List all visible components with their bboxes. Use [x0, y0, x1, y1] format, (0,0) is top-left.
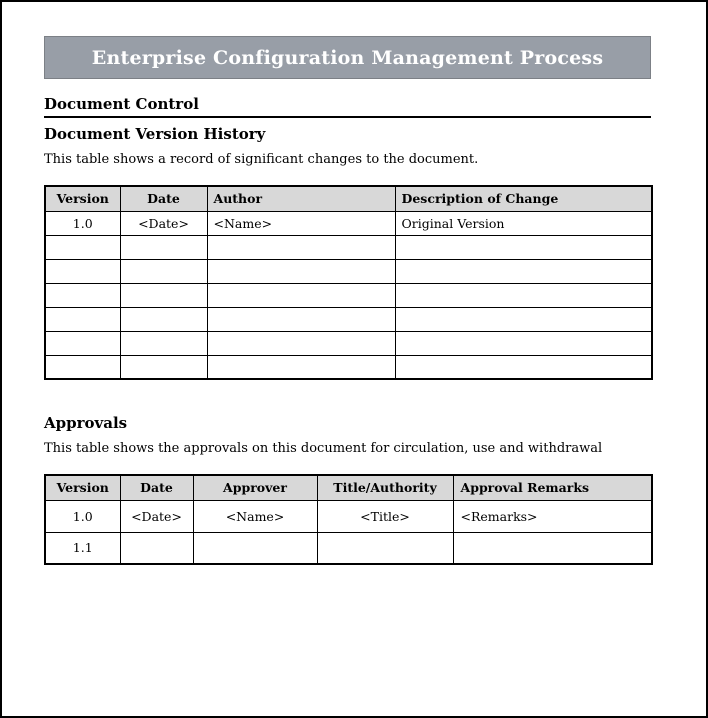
column-header: Approver: [193, 475, 317, 500]
table-cell: [395, 355, 652, 379]
table-cell: [120, 307, 207, 331]
document-content: [44, 36, 651, 565]
table-row: [45, 331, 652, 355]
column-header: Title/Authority: [317, 475, 453, 500]
table-header-row: [45, 186, 652, 211]
table-cell: 1.1: [45, 532, 120, 564]
version-history-table: [44, 185, 653, 380]
table-cell: Original Version: [395, 211, 652, 235]
column-header: Version: [45, 186, 120, 211]
table-row: [45, 355, 652, 379]
table-cell: [395, 307, 652, 331]
table-row: [45, 532, 652, 564]
table-cell: [120, 283, 207, 307]
table-cell: <Date>: [120, 500, 193, 532]
table-row: [45, 235, 652, 259]
table-row: [45, 307, 652, 331]
table-cell: [207, 259, 395, 283]
table-row: [45, 259, 652, 283]
heading-document-version-history: Document Version History: [44, 125, 266, 143]
table-cell: [120, 259, 207, 283]
table-row: [45, 211, 652, 235]
column-header: Author: [207, 186, 395, 211]
table-cell: [207, 307, 395, 331]
table-row: [45, 283, 652, 307]
table-cell: [193, 532, 317, 564]
table-cell: [45, 235, 120, 259]
title-banner: [44, 36, 651, 79]
table-cell: [453, 532, 652, 564]
version-history-description: This table shows a record of significant changes to the document.: [44, 152, 479, 167]
table-header-row: [45, 475, 652, 500]
table-cell: [45, 259, 120, 283]
table-cell: [207, 331, 395, 355]
table-cell: <Date>: [120, 211, 207, 235]
table-cell: [45, 283, 120, 307]
table-cell: [45, 355, 120, 379]
table-cell: [120, 532, 193, 564]
column-header: Approval Remarks: [453, 475, 652, 500]
section-heading-document-control: Document Control: [44, 95, 651, 118]
table-cell: [120, 235, 207, 259]
table-cell: [395, 331, 652, 355]
table-cell: [120, 331, 207, 355]
table-cell: [120, 355, 207, 379]
approvals-table: [44, 474, 653, 565]
table-cell: 1.0: [45, 211, 120, 235]
table-row: [45, 500, 652, 532]
table-cell: [207, 235, 395, 259]
table-cell: 1.0: [45, 500, 120, 532]
table-cell: [395, 259, 652, 283]
column-header: Description of Change: [395, 186, 652, 211]
table-cell: [45, 331, 120, 355]
table-cell: <Remarks>: [453, 500, 652, 532]
table-cell: <Title>: [317, 500, 453, 532]
table-cell: <Name>: [193, 500, 317, 532]
heading-approvals: Approvals: [44, 414, 128, 432]
table-cell: [207, 283, 395, 307]
table-cell: <Name>: [207, 211, 395, 235]
table-cell: [395, 283, 652, 307]
table-cell: [45, 307, 120, 331]
table-cell: [207, 355, 395, 379]
document-title: Enterprise Configuration Management Process: [91, 46, 604, 69]
column-header: Date: [120, 186, 207, 211]
approvals-description: This table shows the approvals on this document for circulation, use and withdrawal: [44, 441, 603, 456]
table-cell: [317, 532, 453, 564]
table-cell: [395, 235, 652, 259]
column-header: Date: [120, 475, 193, 500]
column-header: Version: [45, 475, 120, 500]
